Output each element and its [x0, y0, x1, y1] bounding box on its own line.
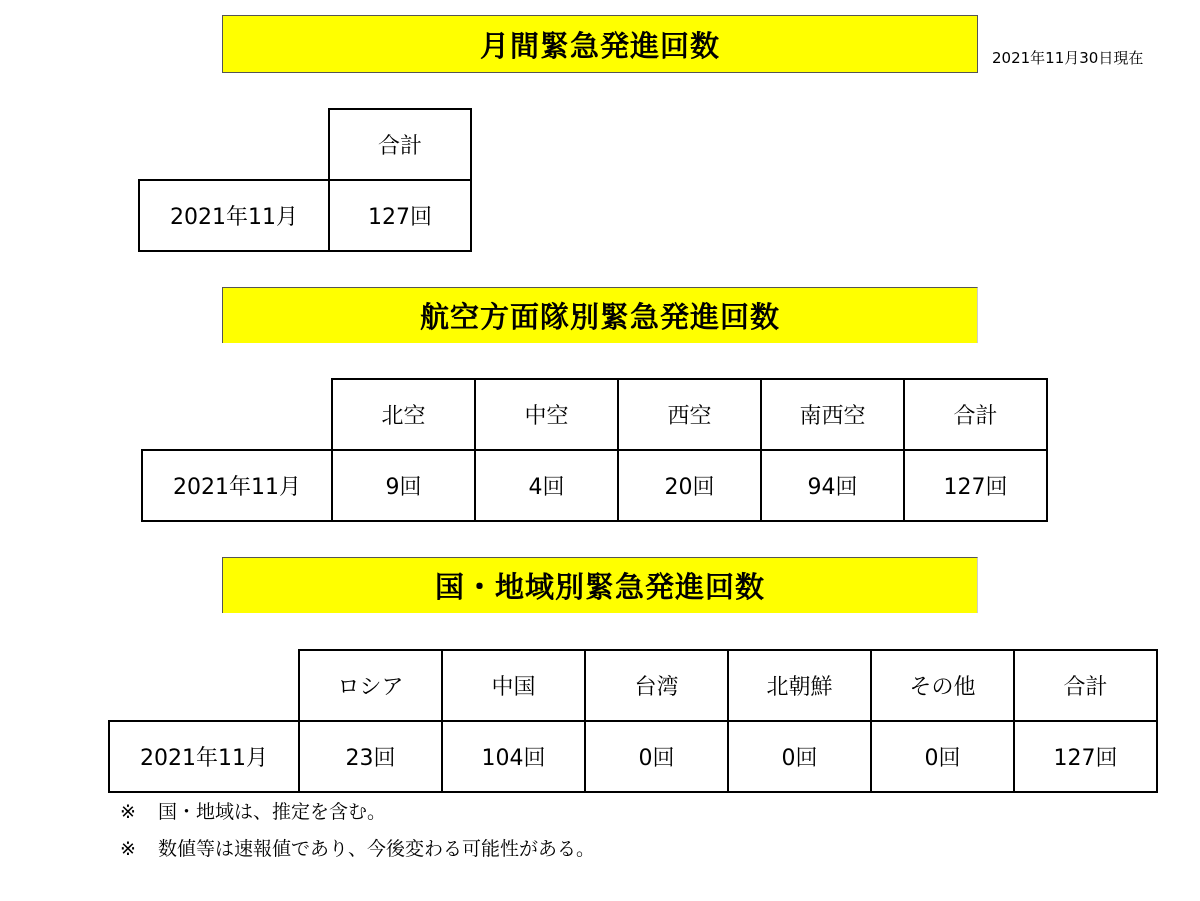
header-china: 中国: [442, 650, 585, 721]
header-other: その他: [871, 650, 1014, 721]
header-russia: ロシア: [299, 650, 442, 721]
header-total: 合計: [1014, 650, 1157, 721]
value-central: 4回: [475, 450, 618, 521]
table-row: [109, 721, 1157, 792]
note-mark: ※: [120, 838, 136, 860]
table-header-row: [142, 379, 1047, 450]
header-northern: 北空: [332, 379, 475, 450]
empty-corner-cell: [109, 650, 299, 721]
value-total: 127回: [1014, 721, 1157, 792]
value-other: 0回: [871, 721, 1014, 792]
country-region-title: 国・地域別緊急発進回数: [222, 557, 978, 613]
header-western: 西空: [618, 379, 761, 450]
note-text: 国・地域は、推定を含む。: [158, 801, 387, 823]
header-total: 合計: [329, 109, 471, 180]
country-region-table: [108, 649, 1158, 793]
value-total: 127回: [904, 450, 1047, 521]
value-western: 20回: [618, 450, 761, 521]
air-defense-force-table: [141, 378, 1048, 522]
value-total: 127回: [329, 180, 471, 251]
value-taiwan: 0回: [585, 721, 728, 792]
value-north-korea: 0回: [728, 721, 871, 792]
table-header-row: [139, 109, 471, 180]
value-northern: 9回: [332, 450, 475, 521]
row-label-month: 2021年11月: [109, 721, 299, 792]
table-row: [139, 180, 471, 251]
note-text: 数値等は速報値であり、今後変わる可能性がある。: [158, 838, 596, 860]
header-southwestern: 南西空: [761, 379, 904, 450]
header-central: 中空: [475, 379, 618, 450]
row-label-month: 2021年11月: [139, 180, 329, 251]
empty-corner-cell: [142, 379, 332, 450]
note-preliminary: [120, 834, 595, 861]
monthly-total-table: [138, 108, 472, 252]
row-label-month: 2021年11月: [142, 450, 332, 521]
air-defense-force-title: 航空方面隊別緊急発進回数: [222, 287, 978, 343]
value-china: 104回: [442, 721, 585, 792]
note-estimate: [120, 797, 386, 824]
value-russia: 23回: [299, 721, 442, 792]
as-of-date: 2021年11月30日現在: [992, 49, 1144, 67]
table-header-row: [109, 650, 1157, 721]
empty-corner-cell: [139, 109, 329, 180]
note-mark: ※: [120, 801, 136, 823]
header-north-korea: 北朝鮮: [728, 650, 871, 721]
monthly-scramble-title: 月間緊急発進回数: [222, 15, 978, 73]
value-southwestern: 94回: [761, 450, 904, 521]
table-row: [142, 450, 1047, 521]
header-taiwan: 台湾: [585, 650, 728, 721]
header-total: 合計: [904, 379, 1047, 450]
